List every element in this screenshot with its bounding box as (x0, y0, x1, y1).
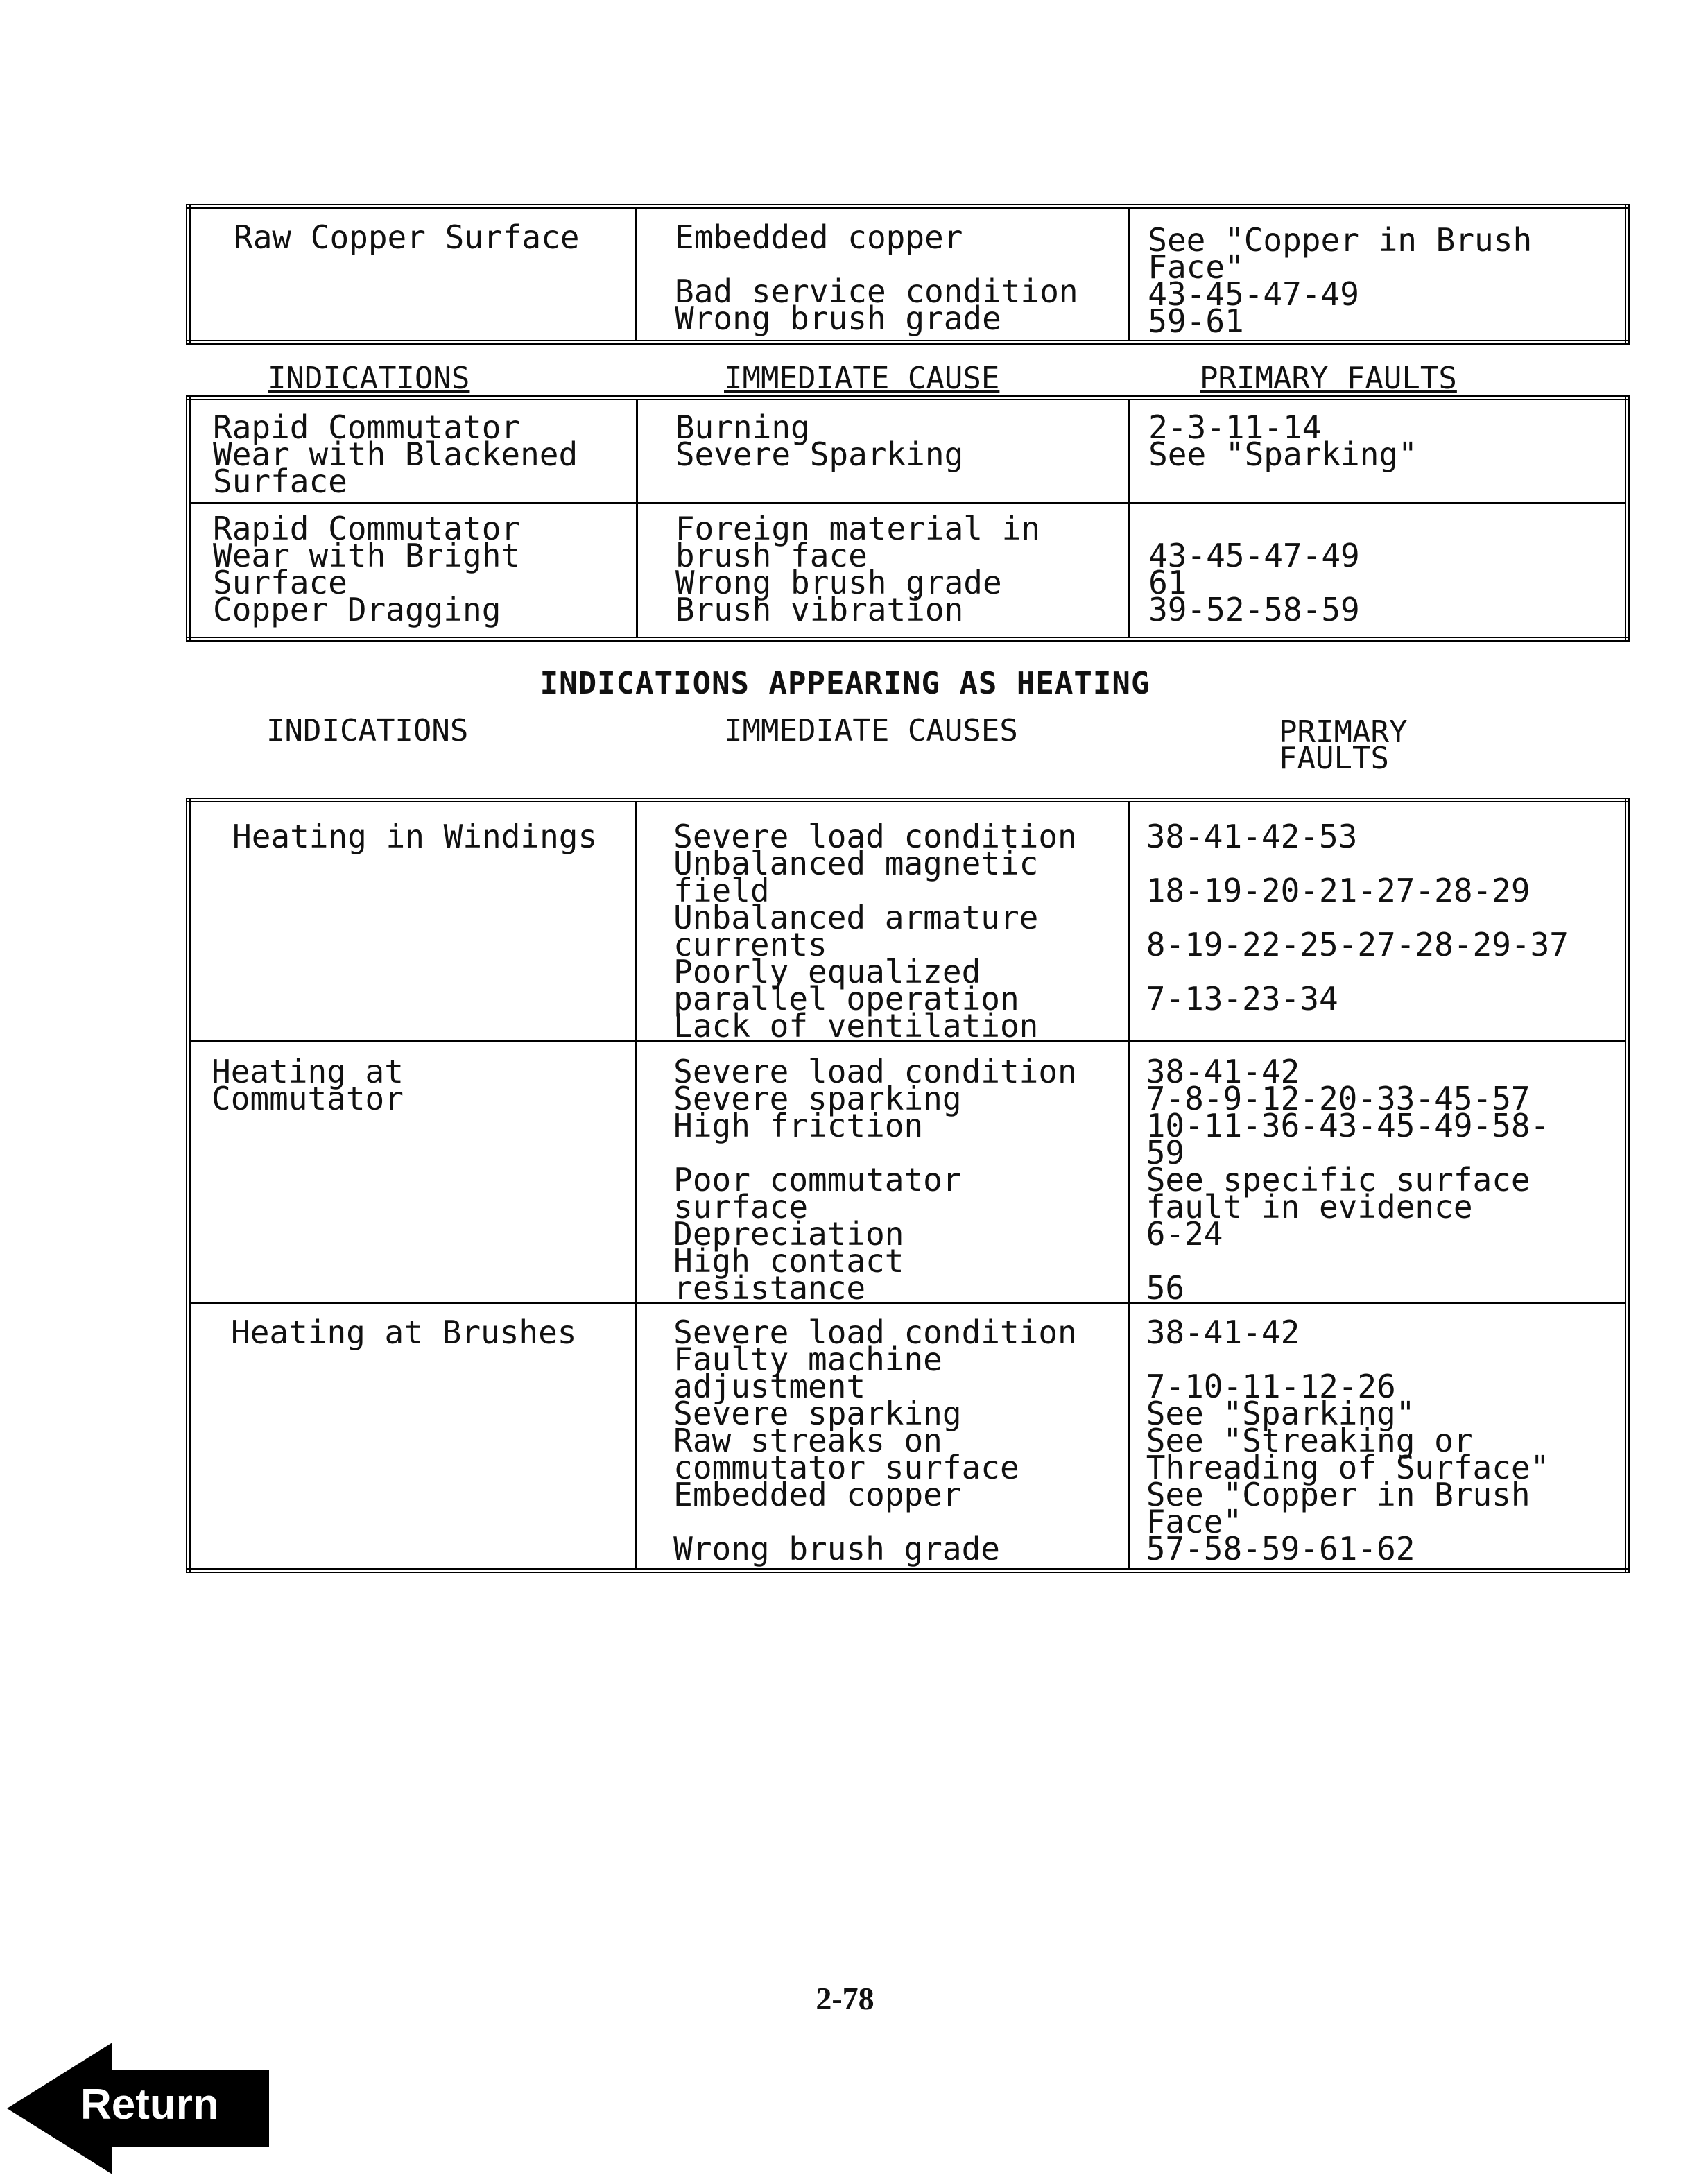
cell-line: Rapid Commutator (213, 409, 521, 446)
cell-line: Severe load condition (673, 1053, 1077, 1090)
cell-line: Severe sparking (673, 1395, 962, 1432)
cell-line: Unbalanced armature (673, 899, 1039, 936)
section-title: INDICATIONS APPEARING AS HEATING (540, 666, 1150, 701)
cell-line: Severe load condition (673, 1314, 1077, 1351)
cell-line: 10-11-36-43-45-49-58- (1146, 1107, 1550, 1144)
cell-line: 18-19-20-21-27-28-29 (1146, 872, 1531, 909)
cell-line: field (673, 872, 770, 909)
indication-cell (189, 207, 637, 343)
cell-line: Unbalanced magnetic (673, 845, 1039, 882)
cell-line: 7-13-23-34 (1146, 980, 1338, 1017)
cause-cell (637, 504, 1129, 639)
cell-line: Face" (1148, 248, 1244, 286)
cell-line: Heating at Brushes (231, 1314, 577, 1351)
header-indications: INDICATIONS (268, 361, 470, 396)
cell-line: currents (673, 926, 827, 963)
cell-line: Lack of ventilation (673, 1007, 1039, 1044)
table-row (189, 398, 1628, 504)
cell-line: Depreciation (673, 1215, 904, 1253)
cell-line: Copper Dragging (213, 591, 501, 628)
table-row (189, 207, 1628, 343)
fault-cell (1129, 207, 1628, 343)
cell-line: fault in evidence (1146, 1188, 1473, 1226)
cause-cell (637, 800, 1129, 1044)
cell-line: See specific surface (1146, 1161, 1531, 1198)
return-label: Return (80, 2081, 219, 2129)
cell-line: Embedded copper (673, 1476, 962, 1513)
header-immediate-causes: IMMEDIATE CAUSES (724, 713, 1018, 748)
cell-line: 61 (1148, 564, 1187, 601)
cell-line: Severe sparking (673, 1080, 962, 1117)
cell-line: Bad service condition (675, 273, 1078, 310)
table-row (189, 504, 1628, 639)
cell-line: surface (673, 1188, 809, 1226)
fault-cell (1128, 1041, 1627, 1307)
cell-line: See "Copper in Brush (1146, 1476, 1531, 1513)
page-number: 2-78 (816, 1981, 874, 2016)
indication-cell (189, 1041, 637, 1303)
cell-line: 39-52-58-59 (1148, 591, 1360, 628)
cause-cell (637, 1041, 1129, 1307)
cell-line: commutator surface (673, 1449, 1019, 1486)
cell-line: See "Streaking or (1146, 1422, 1473, 1459)
header-indications-heating: INDICATIONS (266, 713, 469, 748)
cause-cell (637, 398, 1129, 504)
cell-line: 56 (1146, 1269, 1185, 1307)
table-top (186, 204, 1630, 345)
header-immediate-cause: IMMEDIATE CAUSE (724, 361, 1000, 396)
fault-cell (1130, 504, 1628, 639)
cell-line: Heating in Windings (232, 818, 598, 855)
cell-line: Face" (1146, 1503, 1243, 1540)
cell-line: Poorly equalized (673, 953, 981, 990)
cell-line: Burning (675, 409, 810, 446)
cell-line: 43-45-47-49 (1148, 275, 1359, 313)
table-heating (186, 798, 1630, 1573)
cell-line: Brush vibration (675, 591, 964, 628)
fault-cell (1128, 1303, 1627, 1571)
cell-line: Wrong brush grade (673, 1530, 1000, 1567)
cell-line: 7-8-9-12-20-33-45-57 (1146, 1080, 1531, 1117)
cell-line: Faulty machine (673, 1341, 942, 1378)
header-primary-faults-line1: PRIMARY (1279, 714, 1408, 750)
cell-line: 2-3-11-14 (1148, 409, 1322, 446)
cell-line: 38-41-42 (1146, 1314, 1300, 1351)
cell-line: 59 (1146, 1134, 1185, 1171)
indication-cell (189, 800, 637, 1041)
cell-line: parallel operation (673, 980, 1019, 1017)
table-row (189, 800, 1628, 1041)
cell-line: Commutator (212, 1080, 404, 1117)
cause-cell (637, 1303, 1129, 1571)
cell-line: Surface (213, 463, 347, 500)
cell-line: 38-41-42 (1146, 1053, 1300, 1090)
cell-line: Poor commutator (673, 1161, 962, 1198)
fault-cell (1130, 398, 1628, 504)
cell-line: Wear with Bright (213, 537, 521, 574)
indication-cell (189, 504, 637, 639)
table-row (189, 1303, 1628, 1571)
indication-cell (189, 398, 637, 504)
cell-line: Heating at (212, 1053, 404, 1090)
cell-line: Raw Copper Surface (234, 218, 580, 256)
cell-line: Foreign material in (675, 510, 1041, 547)
cell-line: brush face (675, 537, 868, 574)
cell-line: Severe Sparking (675, 436, 964, 473)
cell-line: 59-61 (1148, 302, 1244, 340)
cell-line: Surface (213, 564, 347, 601)
cell-line: 7-10-11-12-26 (1146, 1368, 1396, 1405)
table-row (189, 1041, 1628, 1303)
cell-line: Embedded copper (675, 218, 963, 256)
cell-line: High contact (673, 1242, 904, 1280)
fault-cell (1128, 800, 1627, 1041)
cell-line: resistance (673, 1269, 866, 1307)
cell-line: High friction (673, 1107, 924, 1144)
cell-line: Raw streaks on (673, 1422, 942, 1459)
table-middle (186, 395, 1630, 642)
cell-line: 8-19-22-25-27-28-29-37 (1146, 926, 1569, 963)
cell-line: 38-41-42-53 (1146, 818, 1358, 855)
cell-line: Wrong brush grade (675, 564, 1002, 601)
indication-cell (189, 1303, 637, 1571)
cell-line: Threading of Surface" (1146, 1449, 1550, 1486)
cell-line: See "Sparking" (1146, 1395, 1415, 1432)
return-button[interactable] (7, 2043, 270, 2174)
cell-line: 43-45-47-49 (1148, 537, 1360, 574)
cell-line: Wear with Blackened (213, 436, 578, 473)
header-primary-faults-line2: FAULTS (1279, 741, 1389, 776)
cell-line: adjustment (673, 1368, 866, 1405)
cell-line: See "Sparking" (1148, 436, 1417, 473)
header-primary-faults: PRIMARY FAULTS (1200, 361, 1457, 396)
cell-line: 6-24 (1146, 1215, 1223, 1253)
cell-line: Rapid Commutator (213, 510, 521, 547)
cause-cell (637, 207, 1129, 343)
cell-line: 57-58-59-61-62 (1146, 1530, 1415, 1567)
cell-line: See "Copper in Brush (1148, 221, 1533, 259)
cell-line: Severe load condition (673, 818, 1077, 855)
cell-line: Wrong brush grade (675, 300, 1001, 337)
